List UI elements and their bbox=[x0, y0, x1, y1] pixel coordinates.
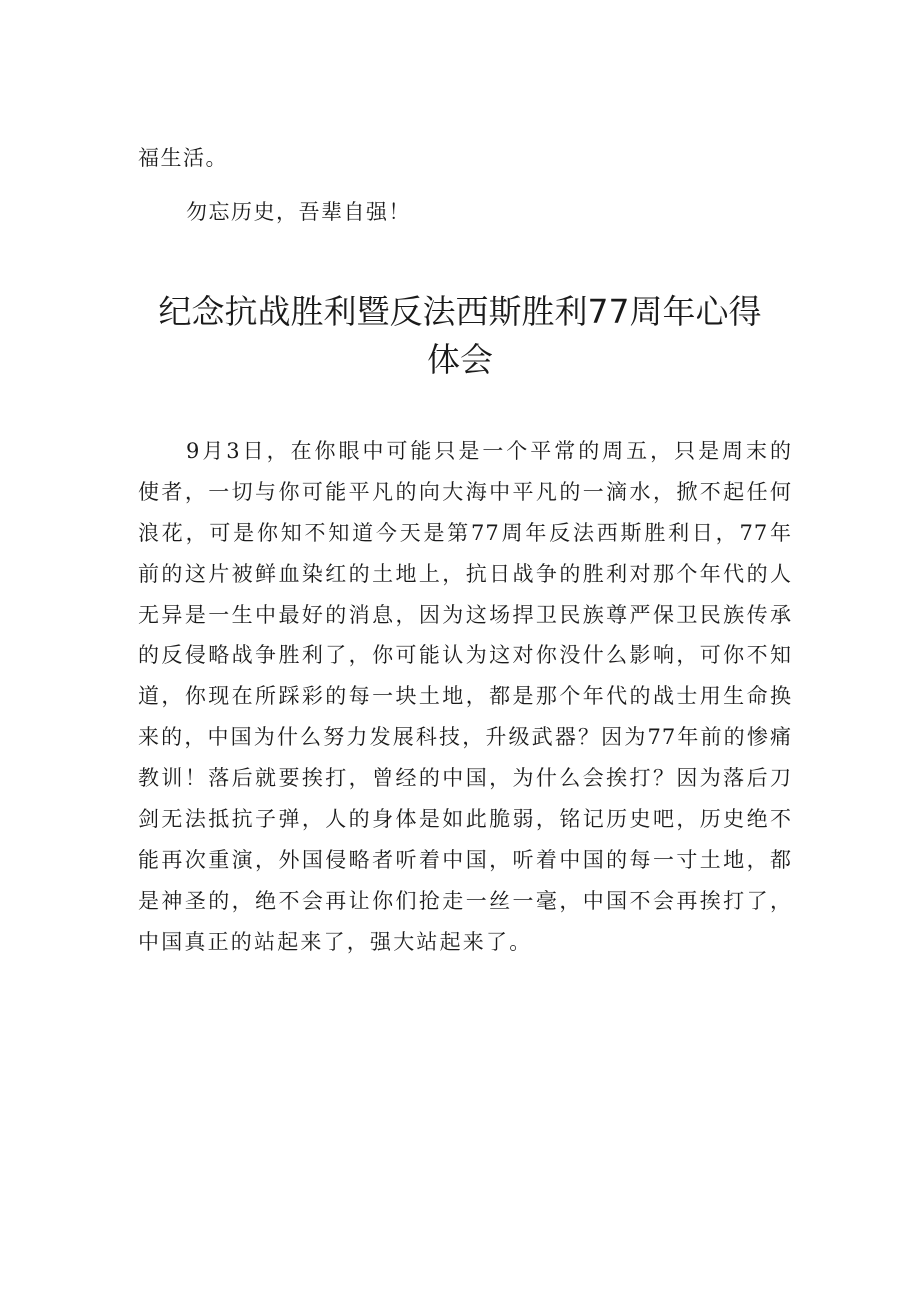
paragraph-line: 前的这片被鲜血染红的土地上，抗日战争的胜利对那个年代的人 bbox=[138, 561, 792, 586]
paragraph-line: 无异是一生中最好的消息，因为这场捍卫民族尊严保卫民族传承 bbox=[138, 602, 792, 627]
title-line-1: 纪念抗战胜利暨反法西斯胜利77周年心得 bbox=[158, 292, 762, 331]
paragraph-line: 教训！落后就要挨打，曾经的中国，为什么会挨打？因为落后刀 bbox=[138, 766, 792, 791]
paragraph-line: 浪花，可是你知不知道今天是第77周年反法西斯胜利日，77年 bbox=[138, 520, 792, 545]
paragraph-line: 使者，一切与你可能平凡的向大海中平凡的一滴水，掀不起任何 bbox=[138, 479, 792, 504]
paragraph-line: 9月3日，在你眼中可能只是一个平常的周五，只是周末的 bbox=[186, 439, 792, 463]
paragraph-line: 来的，中国为什么努力发展科技，升级武器？因为77年前的惨痛 bbox=[138, 725, 792, 750]
title-line-2: 体会 bbox=[427, 340, 493, 379]
paragraph-line: 是神圣的，绝不会再让你们抢走一丝一毫，中国不会再挨打了， bbox=[138, 888, 792, 913]
document-title bbox=[0, 288, 920, 384]
body-paragraph bbox=[138, 431, 792, 963]
paragraph-line: 剑无法抵抗子弹，人的身体是如此脆弱，铭记历史吧，历史绝不 bbox=[138, 807, 792, 832]
paragraph-line: 中国真正的站起来了，强大站起来了。 bbox=[138, 929, 533, 954]
paragraph-line: 能再次重演，外国侵略者听着中国，听着中国的每一寸土地，都 bbox=[138, 847, 792, 872]
paragraph-line: 的反侵略战争胜利了，你可能认为这对你没什么影响，可你不知 bbox=[138, 643, 792, 668]
continued-text-line: 福生活。 bbox=[138, 146, 228, 170]
closing-slogan: 勿忘历史，吾辈自强！ bbox=[186, 200, 411, 224]
paragraph-line: 道，你现在所踩彩的每一块土地，都是那个年代的战士用生命换 bbox=[138, 684, 792, 709]
